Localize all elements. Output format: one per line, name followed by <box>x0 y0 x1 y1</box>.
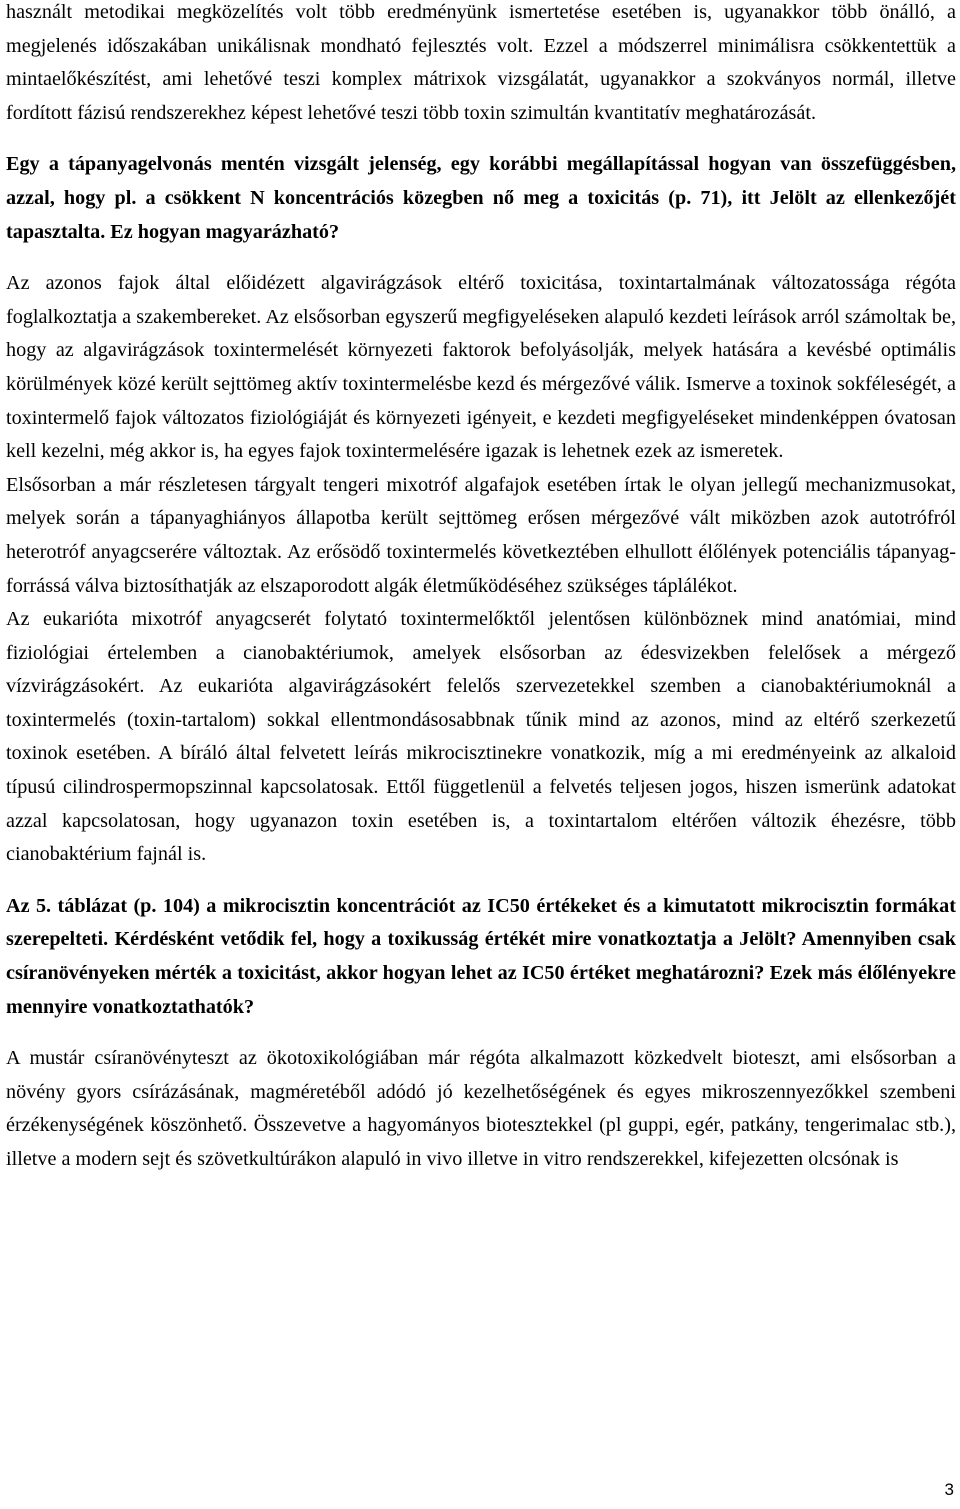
paragraph-text: használt metodikai megközelítés volt több eredményünk ismertetése esetében is, ugyanakkor több önálló, a megjelenés időszakában unikálisnak mondható fejlesztés volt. Ezzel a módszerrel minimálisra csökkentettük a mintaelőkészítést, ami lehetővé teszi komplex mátrixok vizsgálatát, ugyanakkor a szokványos normál, illetve fordított fázisú rendszerekhez képest lehetővé teszi több toxin szimultán kvantitatív meghatározását. <box>6 1 956 124</box>
paragraph-text: Az eukarióta mixotróf anyagcserét folytató toxintermelőktől jelentősen különböznek mind anatómiai, mind fiziológiai értelemben a cianobaktériumok, amelyek elsősorban az édesvizekben felelősek a mérgező vízvirágzásokért. Az eukarióta algavirágzásokért felelős szervezetekkel szemben a cianobaktériumoknál a toxintermelés (toxin-tartalom) sokkal ellentmondásosabbnak tűnik mind az azonos, mind az eltérő szerkezetű toxinok esetében. A bíráló által felvetett leírás mikrocisztinekre vonatkozik, míg a mi eredményeink az alkaloid típusú cilindrospermopszinnal kapcsolatosak. Ettől függetlenül a felvetés teljesen jogos, hiszen ismerünk adatokat azzal kapcsolatosan, hogy ugyanazon toxin esetében is, a toxintartalom eltérően változik éhezésre, több cianobaktérium fajnál is. <box>6 608 956 866</box>
page-number: 3 <box>944 1480 954 1499</box>
question-paragraph: Az 5. táblázat (p. 104) a mikrocisztin koncentrációt az IC50 értékeket és a kimutatott mikrocisztin formákat szerepelteti. Kérdésként vetődik fel, hogy a toxikusság értékét mire vonatkoztatja a Jelölt? Amennyiben csak csíranövényeken mérték a toxicitást, akkor hogyan lehet az IC50 értéket meghatározni? Ezek más élőlényekre mennyire vonatkoztathatók? <box>6 894 956 1018</box>
paragraph-text: Elsősorban a már részletesen tárgyalt tengeri mixotróf algafajok esetében írtak le olyan jellegű mechanizmusokat, melyek során a tápanyaghiányos állapotba került sejttömeg erősen mérgezővé vált miközben azok autotrófról heterotróf anyagcserére változtak. Az erősödő toxintermelés következtében elhullott élőlények potenciális tápanyag-forrássá válva biztosíthatják az elszaporodott algák életműködéséhez szükséges táplálékot. <box>6 473 956 597</box>
question-paragraph: Egy a tápanyagelvonás mentén vizsgált jelenség, egy korábbi megállapítással hogyan van összefüggésben, azzal, hogy pl. a csökkent N koncentrációs közegben nő meg a toxicitás (p. 71), itt Jelölt az ellenkezőjét tapasztalta. Ez hogyan magyarázható? <box>6 153 956 243</box>
paragraph-text: Az azonos fajok által előidézett algavirágzások eltérő toxicitása, toxintartalmának változatossága régóta foglalkoztatja a szakembereket. Az elsősorban egyszerű megfigyeléseken alapuló kezdeti leírások arról számoltak be, hogy az algavirágzások toxintermelését környezeti faktorok befolyásolják, melyek hatására a kevésbé optimális körülmények közé került sejttömeg aktív toxintermelésbe kezd és mérgezővé válik. Ismerve a toxinok sokféleségét, a toxintermelő fajok változatos fiziológiáját és környezeti igényeit, e kezdeti megfigyeléseket mindenképpen óvatosan kell kezelni, még akkor is, ha egyes fajok toxintermelésére igazak is lehetnek ezek az ismeretek. <box>6 272 956 463</box>
paragraph-text: A mustár csíranövényteszt az ökotoxikológiában már régóta alkalmazott közkedvelt bioteszt, ami elsősorban a növény gyors csírázásának, magméretéből adódó jó kezelhetőségének és egyes mikroszennyezőkkel szembeni érzékenységének köszönhető. Összevetve a hagyományos biotesztekkel (pl guppi, egér, patkány, tengerimalac stb.), illetve a modern sejt és szövetkultúrákon alapuló in vivo illetve in vitro rendszerekkel, kifejezetten olcsónak is <box>6 1047 956 1170</box>
document-page <box>6 0 956 1177</box>
